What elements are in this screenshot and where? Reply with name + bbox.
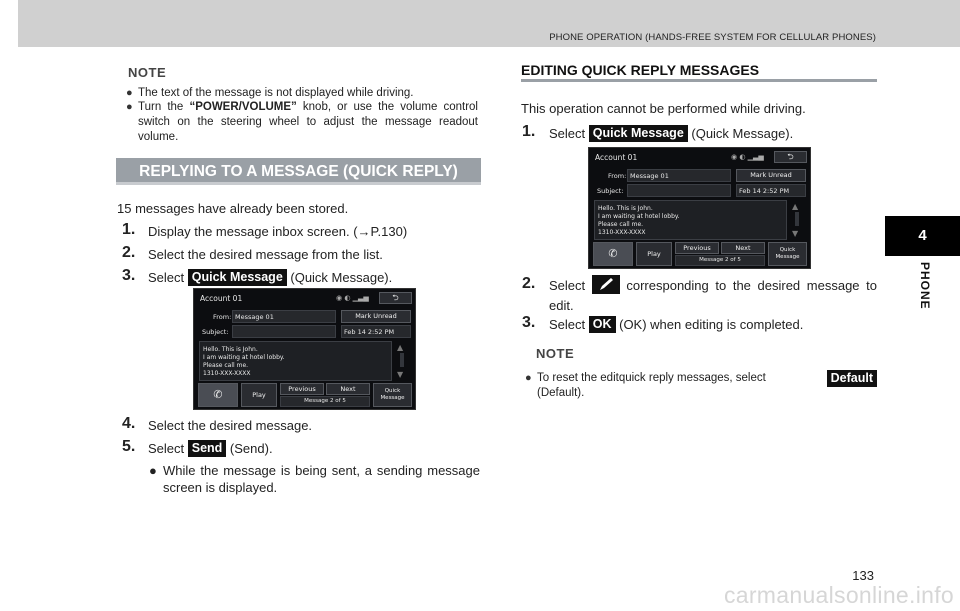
default-chip: Default — [827, 370, 877, 387]
phone-icon: ✆ — [198, 383, 238, 407]
message-counter: Message 2 of 5 — [675, 255, 765, 266]
mark-unread-button: Mark Unread — [341, 310, 411, 323]
back-icon: ⮌ — [774, 151, 807, 163]
right-step-3: 3. Select OK (OK) when editing is completed. — [522, 314, 804, 332]
bullet-icon: ● — [126, 87, 133, 99]
account-label: Account 01 — [200, 294, 243, 303]
subject-field — [232, 325, 336, 338]
step-1: 1. Display the message inbox screen. (→P.130) — [122, 221, 408, 239]
note-item: ● The text of the message is not displayed while driving. — [126, 87, 414, 99]
right-step-1: 1. Select Quick Message (Quick Message). — [522, 123, 794, 141]
next-button: Next — [721, 242, 765, 254]
note-title: NOTE — [536, 346, 575, 361]
play-button: Play — [241, 383, 277, 407]
previous-button: Previous — [675, 242, 719, 254]
subject-label: Subject: — [597, 187, 624, 195]
account-label: Account 01 — [595, 153, 638, 162]
quick-message-chip: Quick Message — [188, 269, 287, 286]
date-field: Feb 14 2:52 PM — [736, 184, 806, 197]
from-field: Message 01 — [627, 169, 731, 182]
bullet-icon: ● — [149, 463, 157, 478]
scroll-bar — [400, 353, 404, 367]
step-3: 3. Select Quick Message (Quick Message). — [122, 267, 393, 285]
scroll-down-icon: ▼ — [792, 229, 799, 238]
chapter-tab: 4 — [885, 216, 960, 256]
phone-icon: ✆ — [593, 242, 633, 266]
subject-field — [627, 184, 731, 197]
message-body: Hello. This is John. I am waiting at hotel lobby. Please call me. 1310-XXX-XXXX — [199, 341, 392, 381]
message-body: Hello. This is John. I am waiting at hotel lobby. Please call me. 1310-XXX-XXXX — [594, 200, 787, 240]
scroll-up-icon: ▲ — [397, 343, 404, 352]
step-5: 5. Select Send (Send). — [122, 438, 273, 456]
screen-illustration — [193, 288, 416, 410]
status-icons: ◉ ◐ ▁▃▅ — [731, 153, 764, 161]
note-title: NOTE — [128, 65, 167, 80]
chapter-label: PHONE — [918, 262, 932, 310]
mark-unread-button: Mark Unread — [736, 169, 806, 182]
step-2: 2. Select the desired message from the list. — [122, 244, 383, 262]
right-intro: This operation cannot be performed while driving. — [521, 101, 806, 116]
scroll-bar — [795, 212, 799, 226]
bullet-icon: ● — [525, 372, 532, 384]
bullet-icon: ● — [126, 101, 133, 113]
bullet-note: ● While the message is being sent, a sending message screen is displayed. — [149, 463, 480, 495]
ok-chip: OK — [589, 316, 616, 333]
subject-label: Subject: — [202, 328, 229, 336]
back-icon: ⮌ — [379, 292, 412, 304]
quick-message-button: Quick Message — [768, 242, 807, 266]
send-chip: Send — [188, 440, 227, 457]
previous-button: Previous — [280, 383, 324, 395]
screen-illustration — [588, 147, 811, 269]
from-field: Message 01 — [232, 310, 336, 323]
scroll-down-icon: ▼ — [397, 370, 404, 379]
step-4: 4. Select the desired message. — [122, 415, 313, 433]
section-banner: REPLYING TO A MESSAGE (QUICK REPLY) — [116, 158, 481, 185]
date-field: Feb 14 2:52 PM — [341, 325, 411, 338]
right-step-2: 2. Select corresponding to the desired message to edit. — [522, 275, 877, 314]
pencil-icon — [592, 275, 620, 294]
section-heading: EDITING QUICK REPLY MESSAGES — [521, 62, 877, 82]
from-label: From: — [213, 313, 232, 321]
play-button: Play — [636, 242, 672, 266]
scroll-up-icon: ▲ — [792, 202, 799, 211]
page-number: 133 — [852, 568, 874, 583]
watermark: carmanualsonline.info — [723, 582, 954, 608]
from-label: From: — [608, 172, 627, 180]
note-item: ● To reset the editquick reply messages, select Default (Default). — [537, 371, 877, 401]
quick-message-button: Quick Message — [373, 383, 412, 407]
page-header-title: PHONE OPERATION (HANDS-FREE SYSTEM FOR CELLULAR PHONES) — [549, 32, 876, 43]
note-item: ● Turn the “POWER/VOLUME” knob, or use the volume control switch on the steering wheel to adjust the message readout volume. — [126, 101, 478, 143]
next-button: Next — [326, 383, 370, 395]
intro-text: 15 messages have already been stored. — [117, 201, 349, 216]
status-icons: ◉ ◐ ▁▃▅ — [336, 294, 369, 302]
message-counter: Message 2 of 5 — [280, 396, 370, 407]
quick-message-chip: Quick Message — [589, 125, 688, 142]
